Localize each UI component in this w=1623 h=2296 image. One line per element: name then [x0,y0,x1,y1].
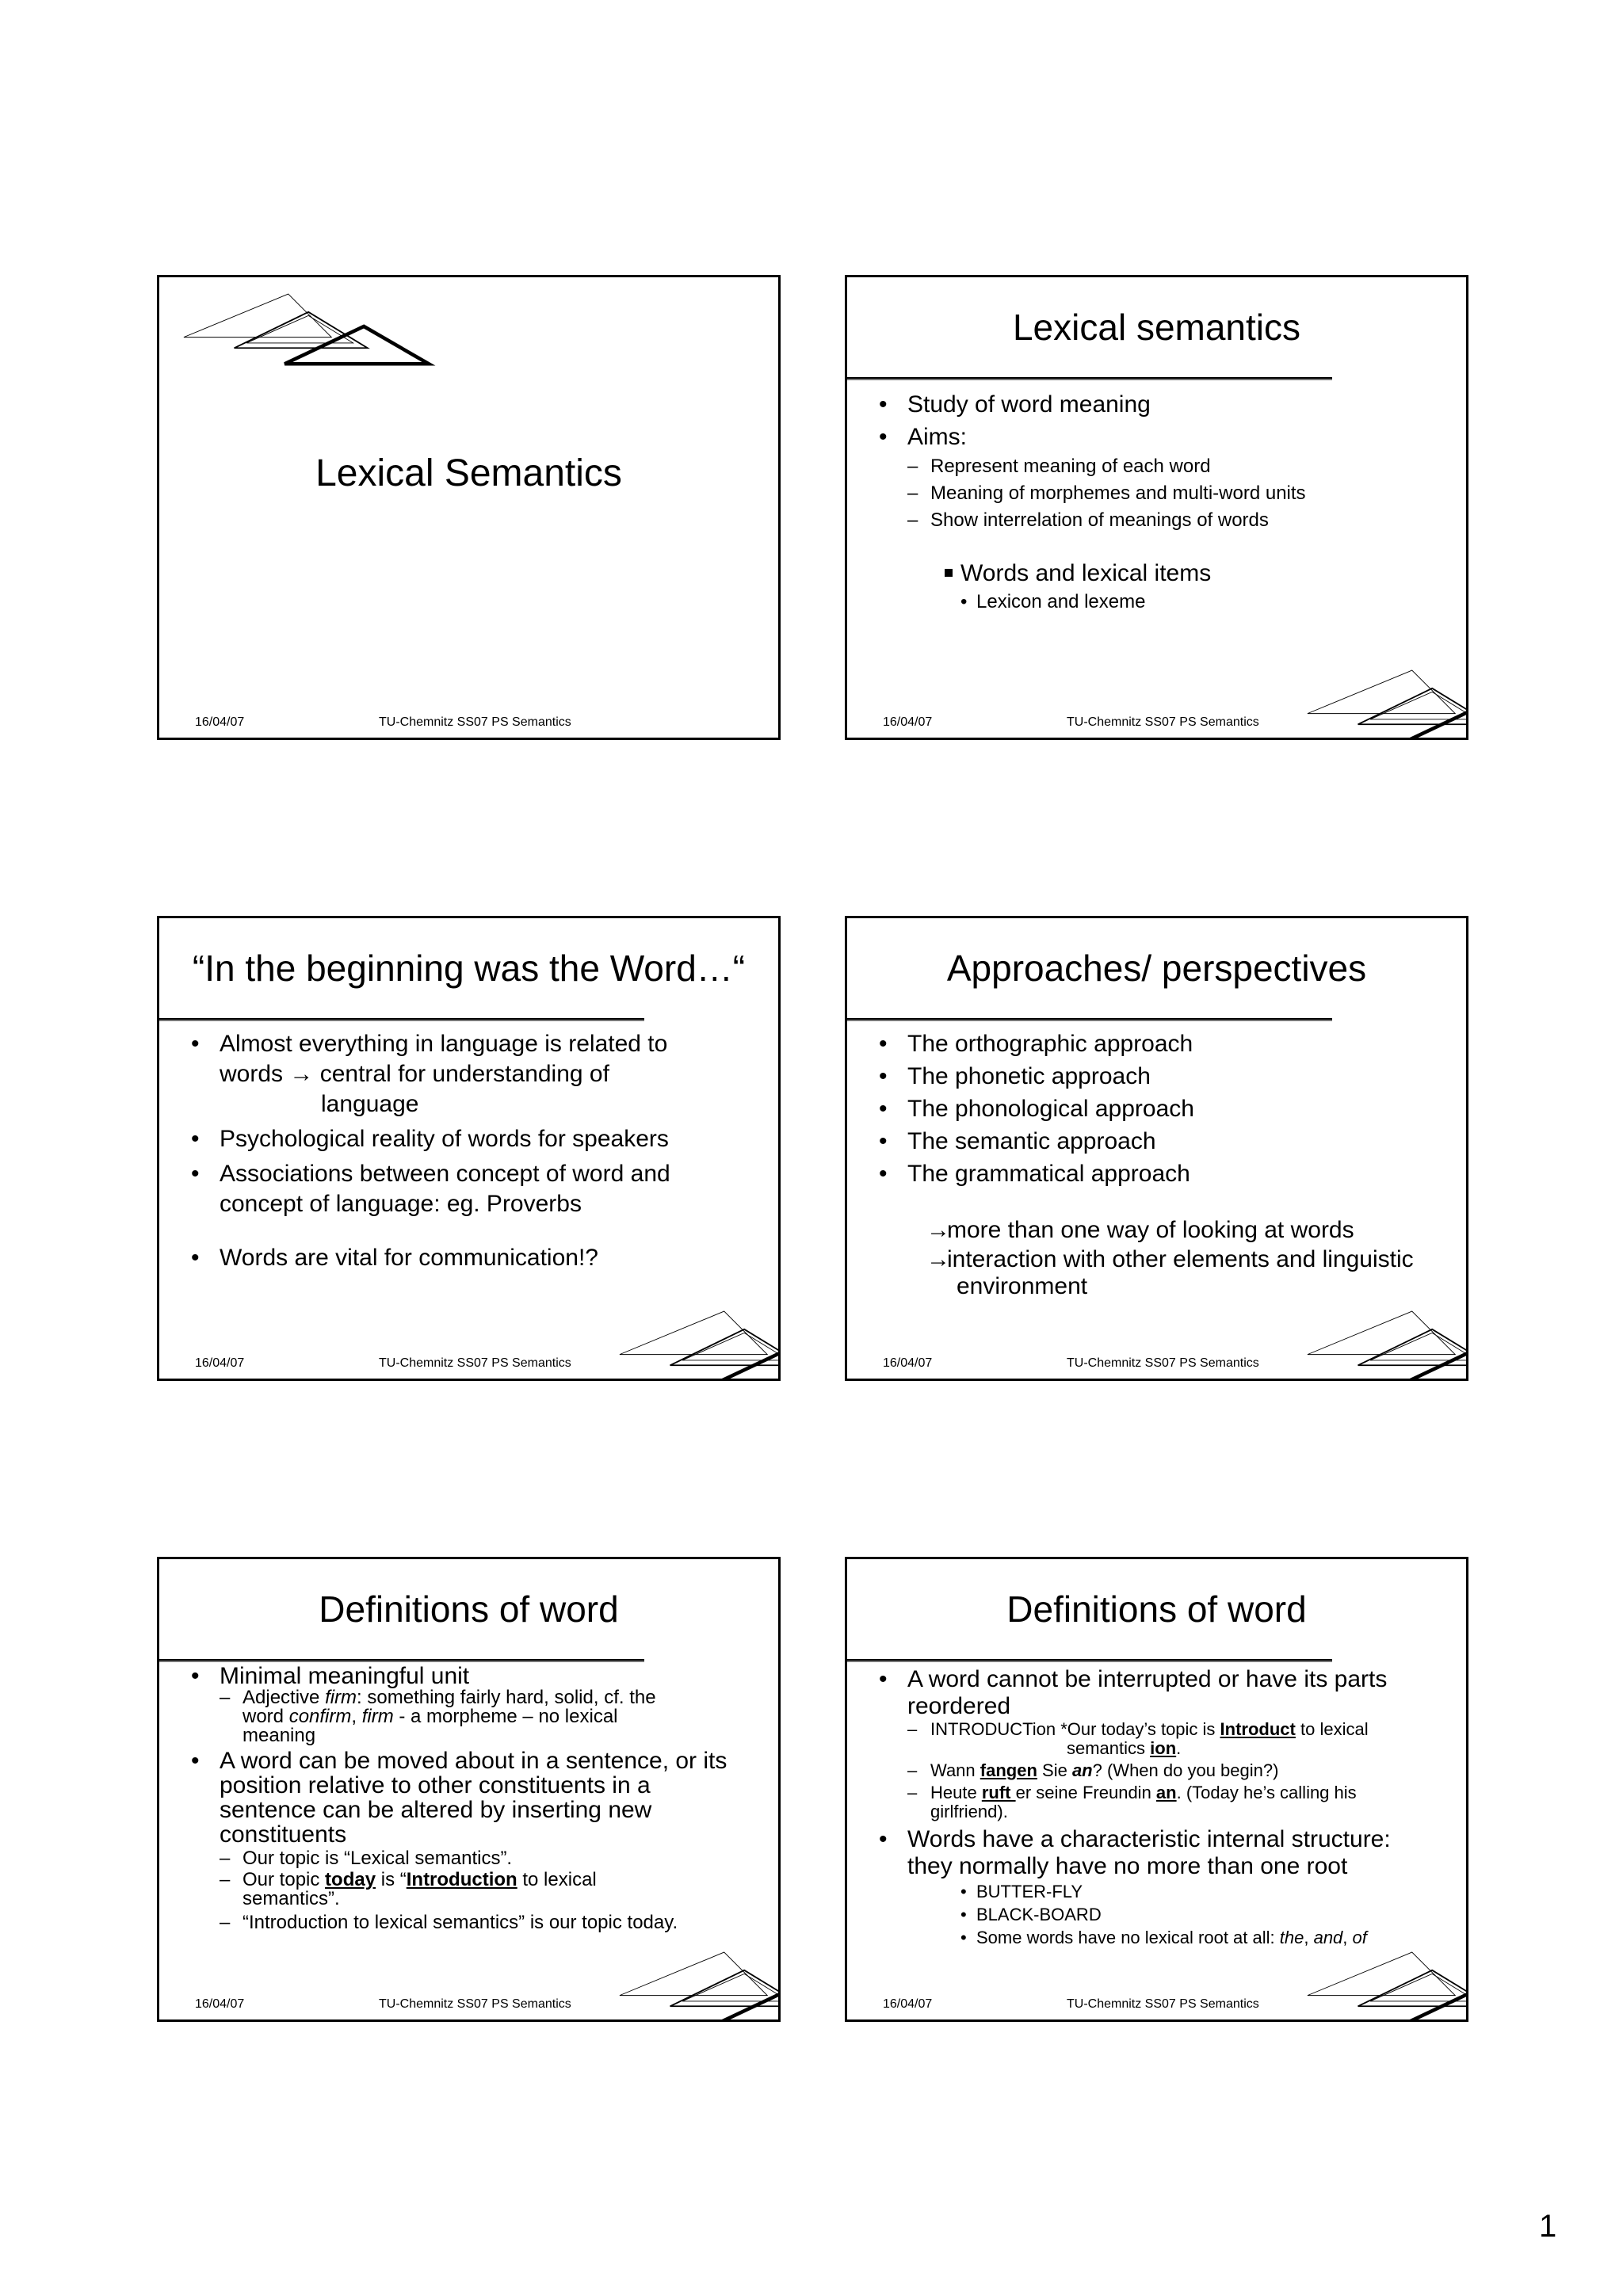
slide-title: Definitions of word [319,1589,619,1630]
page-number: 1 [1539,2209,1557,2244]
slide-title: Lexical semantics [1012,307,1301,348]
slide-body [189,1664,754,1937]
sub-bullet: • BLACK-BOARD [877,1903,1442,1926]
spacer [189,1219,754,1243]
sub-bullet: • BUTTER-FLY [877,1880,1442,1903]
slide-title: Lexical Semantics [315,452,622,494]
sub-bullet: – Our topic today is “Introduction to lexical semantics”. [189,1871,754,1909]
bullet: • A word cannot be interrupted or have its parts reordered [877,1666,1442,1720]
bullet: • The semantic approach [877,1125,1442,1158]
sub-bullet: – Heute ruft er seine Freundin an. (Today he’s calling his girlfriend). [877,1783,1442,1821]
sub-bullet: • Some words have no lexical root at all: the, and, of [877,1926,1442,1949]
square-bullet: Words and lexical items [877,558,1442,589]
slide-5 [157,1557,781,2022]
slide-body [877,1028,1442,1300]
footer-date: 16/04/07 [883,1356,933,1370]
triangle-logo-icon [603,1945,781,2022]
sub-bullet: – Represent meaning of each word [877,453,1442,480]
slide-body [877,1666,1442,1949]
bullet: • A word can be moved about in a sentence, or its position relative to other constituents in a sentence can be altered by inserting new constituents [189,1749,754,1847]
title-divider [159,1018,644,1021]
footer-source: TU-Chemnitz SS07 PS Semantics [1067,1356,1259,1370]
title-divider [159,1659,644,1662]
sub-bullet: – Adjective firm: something fairly hard, solid, cf. the word confirm, firm - a morpheme – no lexical meaning [189,1688,754,1745]
footer-source: TU-Chemnitz SS07 PS Semantics [379,1997,571,2011]
triangle-logo-icon [1291,1945,1468,2022]
footer-date: 16/04/07 [195,1356,245,1370]
footer-source: TU-Chemnitz SS07 PS Semantics [1067,715,1259,729]
triangle-logo-icon [603,1304,781,1381]
sub-bullet: – Show interrelation of meanings of words [877,507,1442,534]
footer-source: TU-Chemnitz SS07 PS Semantics [379,1356,571,1370]
bullet: • The phonological approach [877,1093,1442,1125]
footer-date: 16/04/07 [883,715,933,729]
arrow-icon: → [926,1217,950,1243]
sub-bullet: – Meaning of morphemes and multi-word units [877,480,1442,507]
slide-6 [845,1557,1468,2022]
slide-title: “In the beginning was the Word…“ [192,948,746,989]
slide-4 [845,916,1468,1381]
bullet: • The orthographic approach [877,1028,1442,1060]
slide-1 [157,275,781,740]
slide-body [189,1029,754,1273]
footer-date: 16/04/07 [883,1997,933,2011]
footer-date: 16/04/07 [195,1997,245,2011]
spacer [877,1190,1442,1214]
sub-bullet: • Lexicon and lexeme [877,589,1442,614]
slide-3 [157,916,781,1381]
bullet: • Aims: [877,421,1442,453]
bullet: • The grammatical approach [877,1158,1442,1190]
footer-source: TU-Chemnitz SS07 PS Semantics [379,715,571,729]
arrow-icon: → [289,1061,314,1087]
triangle-logo-icon [167,287,453,366]
footer-date: 16/04/07 [195,715,245,729]
bullet: • Words are vital for communication!? [189,1243,754,1273]
bullet: • Psychological reality of words for speakers [189,1124,754,1154]
arrow-item: → more than one way of looking at words [877,1214,1442,1246]
title-divider [847,1018,1332,1021]
title-divider [847,377,1332,380]
footer-source: TU-Chemnitz SS07 PS Semantics [1067,1997,1259,2011]
slide-title: Approaches/ perspectives [946,948,1367,989]
sub-bullet: – INTRODUCTion *Our today’s topic is Introduct to lexical semantics ion. [877,1720,1442,1758]
sub-bullet: – Wann fangen Sie an? (When do you begin?) [877,1761,1442,1780]
bullet: • Associations between concept of word and concept of language: eg. Proverbs [189,1159,754,1219]
triangle-logo-icon [1291,663,1468,740]
sub-bullet: – Our topic is “Lexical semantics”. [189,1847,754,1871]
bullet: • Almost everything in language is related to words → central for understanding of language [189,1029,754,1119]
bullet: • Words have a characteristic internal structure: they normally have no more than one root [877,1826,1442,1880]
triangle-logo-icon [1291,1304,1468,1381]
bullet: • Study of word meaning [877,388,1442,421]
arrow-item: → interaction with other elements and linguistic environment [926,1246,1414,1299]
slide-2 [845,275,1468,740]
arrow-icon: → [926,1246,950,1272]
spacer [877,534,1442,558]
title-divider [847,1659,1332,1662]
bullet: • The phonetic approach [877,1060,1442,1093]
sub-bullet: – “Introduction to lexical semantics” is our topic today. [189,1909,754,1937]
slide-title: Definitions of word [1006,1589,1307,1630]
slide-body [877,388,1442,614]
bullet: • Minimal meaningful unit [189,1664,754,1688]
